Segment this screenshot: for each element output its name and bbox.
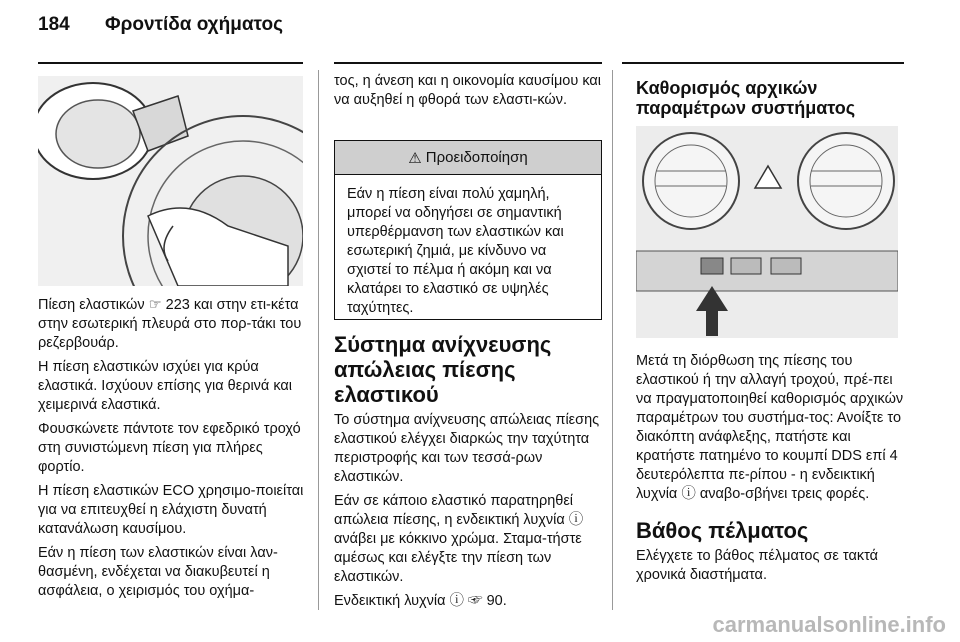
paragraph: Πίεση ελαστικών ☞ 223 και στην ετι-κέτα στην εσωτερική πλευρά στο πορ-τάκι του ρεζερβουάρ. [38,297,302,351]
paragraph: Μετά τη διόρθωση της πίεσης του ελαστικού ή την αλλαγή τροχού, πρέ-πει να πραγματοποιηθεί καθορισμός αρχικών παραμέτρων του συστήμα-τος: Ανοίξτε το διακόπτη ανάφλεξης, πατήστε και κρατήστε πατημένο το κουμπί DDS επί 4 δευτερόλεπτα πε-ρίπου - η ενδεικτική λυχνία ⓘ αναβο-σβήνει τρεις φορές. [636,353,904,502]
page-title: Φροντίδα οχήματος [104,14,283,35]
header-rule-left [38,62,303,64]
paragraph: Εάν σε κάποιο ελαστικό παρατηρηθεί απώλεια πίεσης, η ενδεικτική λυχνία ⓘ ανάβει με κόκκινο χρώμα. Σταμα-τήστε αμέσως και ελέγξτε την πίεση των ελαστικών. [334,493,584,585]
page-number: 184 [38,14,70,35]
column-divider [318,70,319,610]
paragraph: Η πίεση ελαστικών ισχύει για κρύα ελαστικά. Ισχύουν επίσης για θερινά και χειμερινά ελαστικά. [38,359,293,413]
paragraph: τος, η άνεση και η οικονομία καυσίμου και να αυξηθεί η φθορά των ελαστι-κών. [334,73,601,108]
paragraph: Το σύστημα ανίχνευσης απώλειας πίεσης ελαστικού ελέγχει διαρκώς την ταχύτητα περιστροφής και των τεσσά-ρων ελαστικών. [334,412,600,485]
right-column-body [636,352,908,590]
dashboard-illustration [636,126,898,338]
middle-column-top [334,72,604,115]
section-heading: Καθορισμός αρχικών παραμέτρων συστήματος [636,78,856,118]
header-rule-middle [334,62,602,64]
middle-column-bottom [334,326,604,616]
section-heading: Σύστημα ανίχνευσης απώλειας πίεσης ελαστικού [334,332,552,407]
warning-box [334,140,602,320]
section-heading: Βάθος πέλματος [636,518,809,543]
paragraph: Ελέγχετε το βάθος πέλματος σε τακτά χρονικά διαστήματα. [636,548,878,583]
paragraph: Φουσκώνετε πάντοτε τον εφεδρικό τροχό στη συνιστώμενη πίεση για πλήρες φορτίο. [38,421,301,475]
left-column [38,296,308,606]
tyre-illustration [38,76,303,286]
warning-text: Εάν η πίεση είναι πολύ χαμηλή, μπορεί να οδηγήσει σε σημαντική υπερθέρμανση των ελαστικών και εσωτερική ζημιά, με κίνδυνο να σχιστεί το πέλμα ή ακόμη και να κλατάρει το ελαστικό σε υψηλές ταχύτητες. [347,186,564,316]
paragraph: Η πίεση ελαστικών ECO χρησιμο-ποιείται για να επιτευχθεί η ελάχιστη δυνατή κατανάλωση καυσίμου. [38,483,304,537]
page-header [38,14,283,36]
header-rule-right [622,62,904,64]
column-divider [612,70,613,610]
warning-icon: ⚠ [408,149,422,167]
paragraph: Ενδεικτική λυχνία ⓘ ☞ 90. [334,593,507,609]
right-column-heading [636,78,908,118]
warning-header [335,141,601,175]
paragraph: Εάν η πίεση των ελαστικών είναι λαν-θασμένη, ενδέχεται να διακυβευτεί η ασφάλεια, ο χειρισμός του οχήμα- [38,545,278,599]
watermark: carmanualsonline.info [712,612,946,637]
warning-title: Προειδοποίηση [425,149,528,166]
